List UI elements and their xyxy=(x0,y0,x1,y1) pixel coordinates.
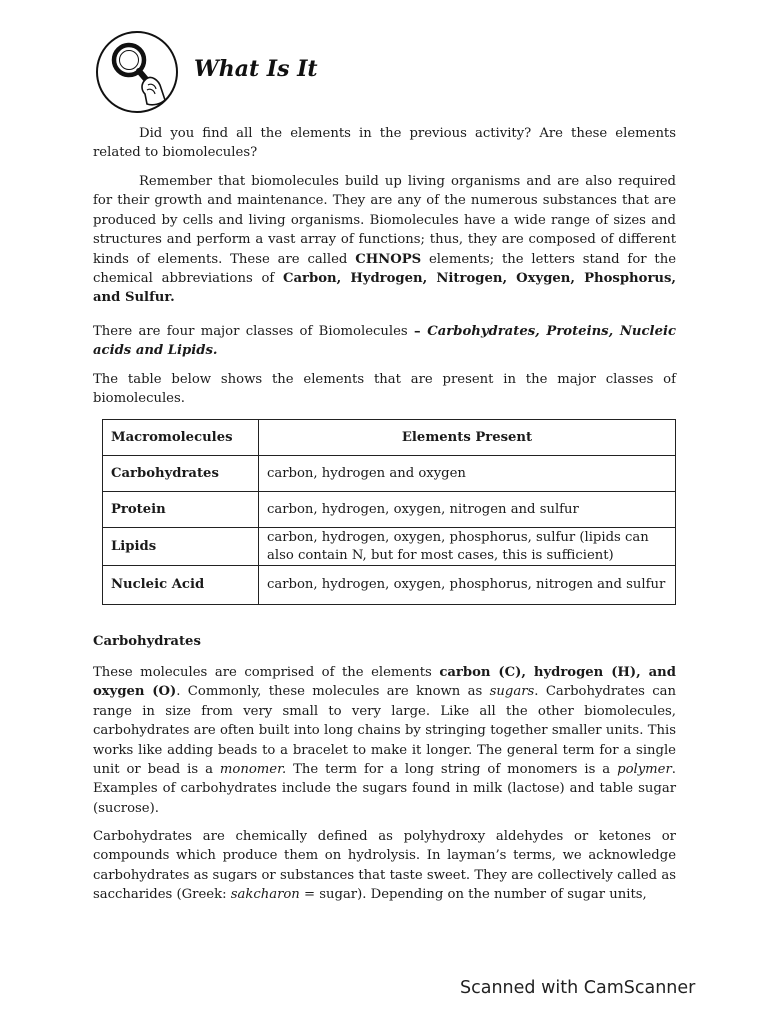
intro-p1-text: Did you find all the elements in the previous activity? Are these elements related to biomolecules? xyxy=(93,126,676,161)
carbohydrates-paragraph-1 xyxy=(93,663,676,818)
section-title: What Is It xyxy=(194,56,318,82)
monomer-term: monomer. xyxy=(219,762,287,778)
carb-p1-text-d: The term for a long string of monomers is a xyxy=(286,762,618,778)
greek-term: sakcharon xyxy=(230,887,300,903)
intro-paragraph-4 xyxy=(93,370,676,409)
elements-table xyxy=(102,419,676,605)
table-cell-macromolecule: Nucleic Acid xyxy=(103,566,259,605)
intro-p2-text-a: Remember that biomolecules build up living organisms and are also required for their growth and maintenance. They are any of the numerous substances that are produced by cells and living organisms. Biomolecules have a wide range of sizes and structures and perform a vast array of functions; thus, they are composed of different kinds of elements. These are called xyxy=(93,174,676,267)
table-header-elements: Elements Present xyxy=(259,420,676,456)
chnops-term: CHNOPS xyxy=(355,251,422,267)
intro-p2-text-b: elements; the letters stand for the chemical abbreviations of xyxy=(93,251,676,287)
chnops-elements-list: Carbon, Hydrogen, Nitrogen, Oxygen, Phosphorus, and Sulfur. xyxy=(93,271,676,306)
polymer-term: polymer xyxy=(617,762,672,778)
carb-elements: carbon (C), hydrogen (H), and oxygen (O) xyxy=(93,665,676,700)
magnifying-glass-icon xyxy=(95,30,179,114)
sugars-term: sugars xyxy=(489,684,535,700)
table-header-row xyxy=(103,420,676,456)
intro-paragraph-2 xyxy=(93,172,676,308)
biomolecule-classes: Carbohydrates, Proteins, Nucleic acids and Lipids. xyxy=(93,324,676,359)
carb-p2-text-a: Carbohydrates are chemically defined as polyhydroxy aldehydes or ketones or compounds which produce them on hydrolysis. In layman’s terms, we acknowledge carbohydrates as sugars or substances that taste sweet. They are collectively called as saccharides (Greek: xyxy=(93,829,676,903)
table-row xyxy=(103,456,676,492)
table-row xyxy=(103,492,676,528)
intro-p3-text: There are four major classes of Biomolecules xyxy=(93,324,414,339)
table-cell-elements: carbon, hydrogen, oxygen, phosphorus, nitrogen and sulfur xyxy=(259,566,676,605)
table-cell-elements: carbon, hydrogen, oxygen, nitrogen and sulfur xyxy=(259,492,676,528)
intro-paragraph-1 xyxy=(93,124,676,163)
carb-p1-text-e: . Examples of carbohydrates include the sugars found in milk (lactose) and table sugar (sucrose). xyxy=(93,762,676,816)
intro-paragraph-3 xyxy=(93,322,676,361)
intro-p4-text: The table below shows the elements that are present in the major classes of biomolecules. xyxy=(93,372,676,407)
table-cell-elements: carbon, hydrogen and oxygen xyxy=(259,456,676,492)
carb-p1-text-b: . Commonly, these molecules are known as xyxy=(176,684,490,700)
carbohydrates-paragraph-2 xyxy=(93,827,676,905)
carb-p1-text-c: . Carbohydrates can range in size from very small to very large. Like all the other biomolecules, carbohydrates are often built into long chains by stringing together smaller units. This works like adding beads to a bracelet to make it longer. The general term for a single unit or bead is a xyxy=(93,684,676,778)
table-cell-macromolecule: Carbohydrates xyxy=(103,456,259,492)
carb-p2-text-b: = sugar). Depending on the number of sugar units, xyxy=(299,887,647,903)
carb-p1-text-a: These molecules are comprised of the elements xyxy=(93,665,440,680)
table-row xyxy=(103,528,676,566)
intro-p3-dash: – xyxy=(413,324,421,339)
table-row xyxy=(103,566,676,605)
table-cell-macromolecule: Lipids xyxy=(103,528,259,566)
table-cell-elements: carbon, hydrogen, oxygen, phosphorus, sulfur (lipids can also contain N, but for most cases, this is sufficient) xyxy=(259,528,676,566)
table-cell-macromolecule: Protein xyxy=(103,492,259,528)
carbohydrates-heading: Carbohydrates xyxy=(93,634,201,649)
scanner-watermark: Scanned with CamScanner xyxy=(460,978,696,998)
table-header-macromolecules: Macromolecules xyxy=(103,420,259,456)
